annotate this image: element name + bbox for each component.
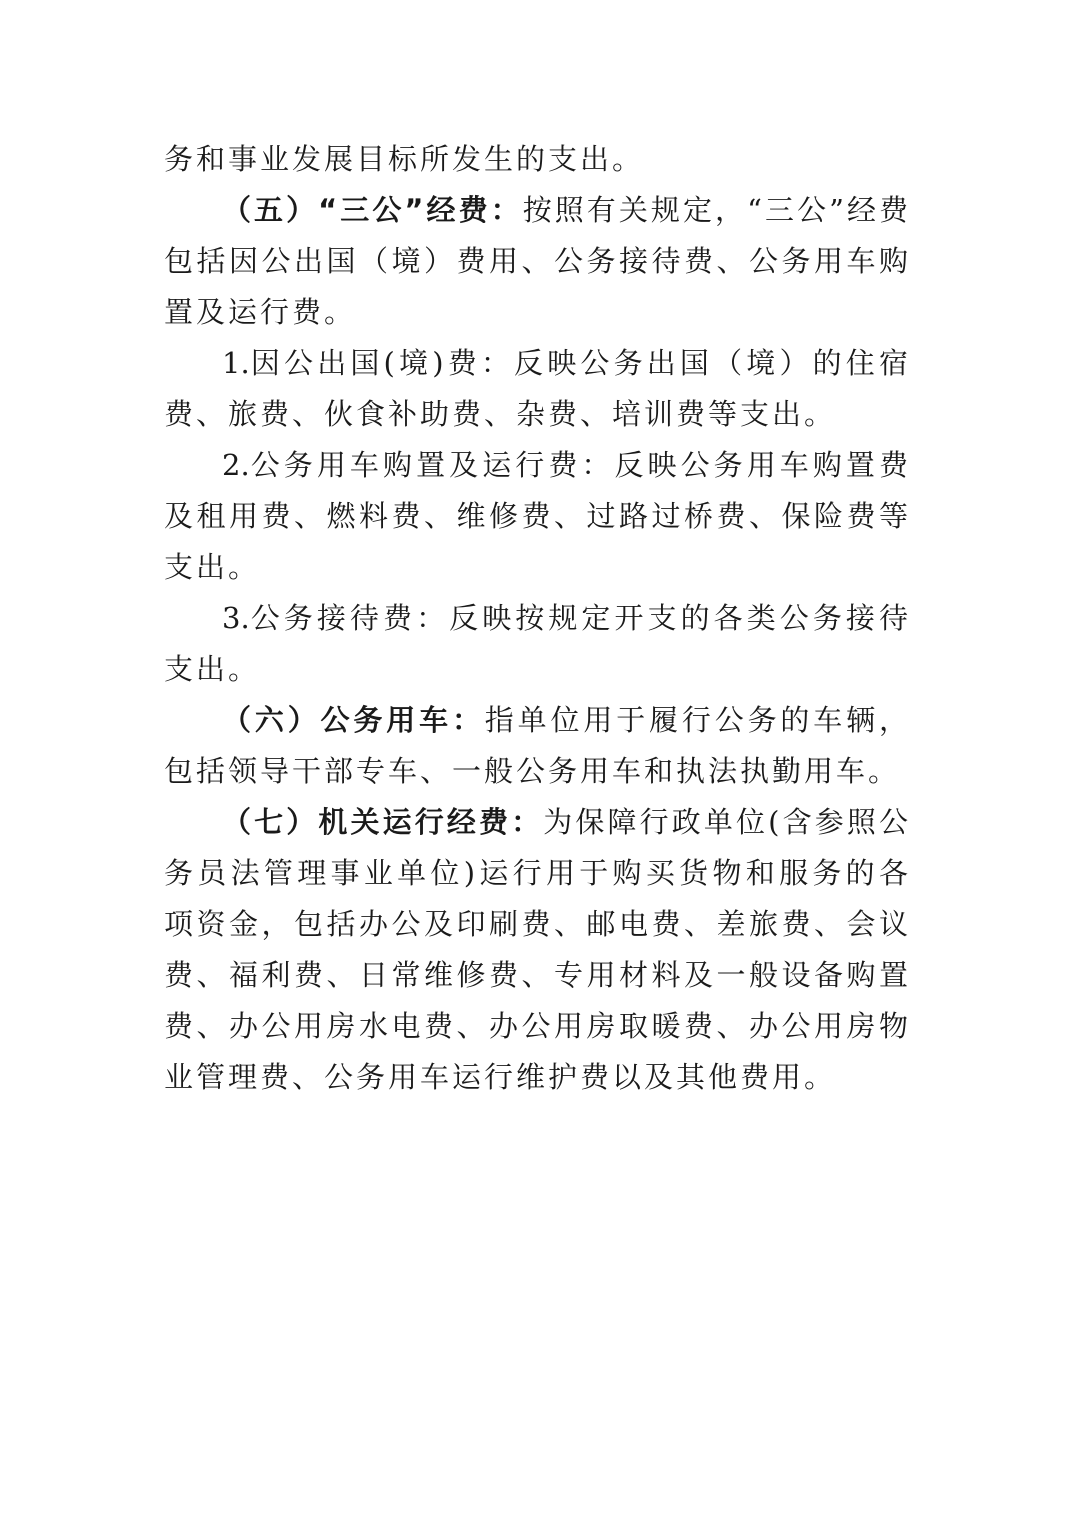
section-heading: （七）机关运行经费： — [222, 805, 544, 839]
paragraph-three-public-expenses — [164, 185, 911, 338]
paragraph-body: 为保障行政单位(含参照公务员法管理事业单位)运行用于购买货物和服务的各项资金，包括办公及印刷费、邮电费、差旅费、会议费、福利费、日常维修费、专用材料及一般设备购置费、办公用房水电费、办公用房取暖费、办公用房物业管理费、公务用车运行维护费以及其他费用。 — [164, 805, 911, 1094]
paragraph-body: 因公出国(境)费：反映公务出国（境）的住宿费、旅费、伙食补助费、杂费、培训费等支出。 — [164, 346, 911, 431]
paragraph-body: 指单位用于履行公务的车辆，包括领导干部专车、一般公务用车和执法执勤用车。 — [164, 703, 911, 788]
list-item-overseas-travel — [164, 338, 911, 440]
paragraph-body: 公务接待费：反映按规定开支的各类公务接待支出。 — [164, 601, 911, 686]
paragraph-body: 务和事业发展目标所发生的支出。 — [164, 142, 645, 176]
section-heading: （六）公务用车： — [222, 703, 485, 737]
list-number: 1. — [222, 346, 250, 380]
section-heading: （五）“三公”经费： — [222, 193, 523, 227]
list-item-reception-expenses — [164, 593, 911, 695]
list-item-vehicle-expenses — [164, 440, 911, 593]
paragraph-operating-expenses — [164, 797, 911, 1103]
paragraph-continuation — [164, 134, 911, 185]
paragraph-official-vehicles — [164, 695, 911, 797]
list-number: 3. — [222, 601, 250, 635]
document-body — [164, 134, 911, 1103]
paragraph-body: 按照有关规定，“三公”经费包括因公出国（境）费用、公务接待费、公务用车购置及运行费。 — [164, 193, 912, 329]
list-number: 2. — [222, 448, 250, 482]
paragraph-body: 公务用车购置及运行费：反映公务用车购置费及租用费、燃料费、维修费、过路过桥费、保险费等支出。 — [164, 448, 911, 584]
